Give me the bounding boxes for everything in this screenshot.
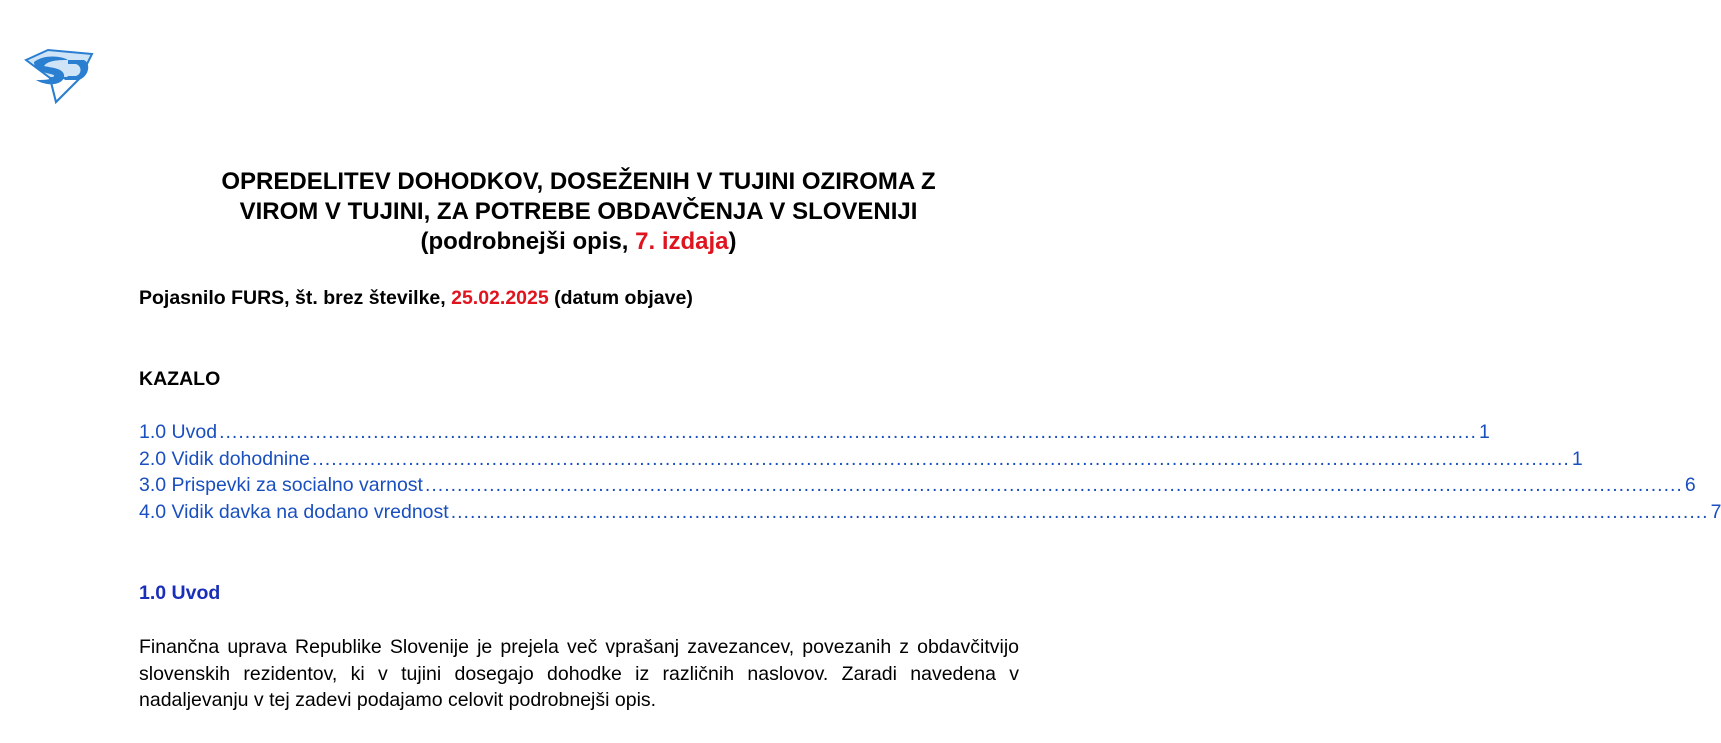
toc-heading: KAZALO — [139, 368, 221, 390]
edition-label: 7. izdaja — [635, 228, 729, 255]
toc-leader: .................................................................................................................................................................................................... — [311, 447, 1570, 470]
title-line-2: VIROM V TUJINI, ZA POTREBE OBDAVČENJA V SLOVENIJI — [239, 198, 918, 225]
subtitle-suffix: (datum objave) — [548, 287, 693, 309]
title-line-3-suffix: ) — [728, 228, 737, 255]
section-paragraph: Finančna uprava Republike Slovenije je prejela več vprašanj zavezancev, povezanih z obdavčitvijo slovenskih rezidentov, ki v tujini dosegajo dohodke iz različnih naslovov. Zaradi navedena v nadaljevanju v tej zadevi podajamo celovit podrobnejši opis. — [139, 636, 1019, 711]
document-title — [100, 167, 1057, 257]
title-line-1: OPREDELITEV DOHODKOV, DOSEŽENIH V TUJINI OZIROMA Z — [221, 168, 936, 195]
toc-item-label[interactable]: 2.0 Vidik dohodnine — [139, 447, 310, 470]
toc-item[interactable] — [139, 474, 1696, 501]
table-of-contents — [139, 421, 1721, 527]
toc-item-page[interactable]: 6 — [1684, 474, 1696, 496]
furs-logo-icon — [22, 48, 96, 104]
document-subtitle — [139, 287, 693, 310]
toc-item-label[interactable]: 1.0 Uvod — [139, 421, 218, 443]
section-heading: 1.0 Uvod — [139, 582, 221, 604]
toc-item[interactable] — [139, 421, 1490, 448]
toc-item-page[interactable]: 1 — [1571, 447, 1583, 470]
toc-item[interactable] — [139, 447, 1583, 475]
toc-leader: .................................................................................................................................................................................................... — [450, 500, 1709, 523]
toc-item-page[interactable]: 1 — [1478, 421, 1490, 443]
title-line-3-prefix: (podrobnejši opis, — [420, 228, 636, 255]
toc-item-label[interactable]: 4.0 Vidik davka na dodano vrednost — [139, 500, 449, 523]
title-line-3 — [100, 227, 1057, 257]
toc-item-page[interactable]: 7 — [1710, 500, 1721, 523]
toc-item-label[interactable]: 3.0 Prispevki za socialno varnost — [139, 474, 423, 496]
toc-leader: .................................................................................................................................................................................................... — [219, 421, 1477, 443]
subtitle-prefix: Pojasnilo FURS, št. brez številke, — [139, 287, 452, 309]
toc-leader: .................................................................................................................................................................................................... — [424, 474, 1683, 496]
publication-date: 25.02.2025 — [451, 287, 549, 309]
toc-item[interactable] — [139, 500, 1721, 528]
